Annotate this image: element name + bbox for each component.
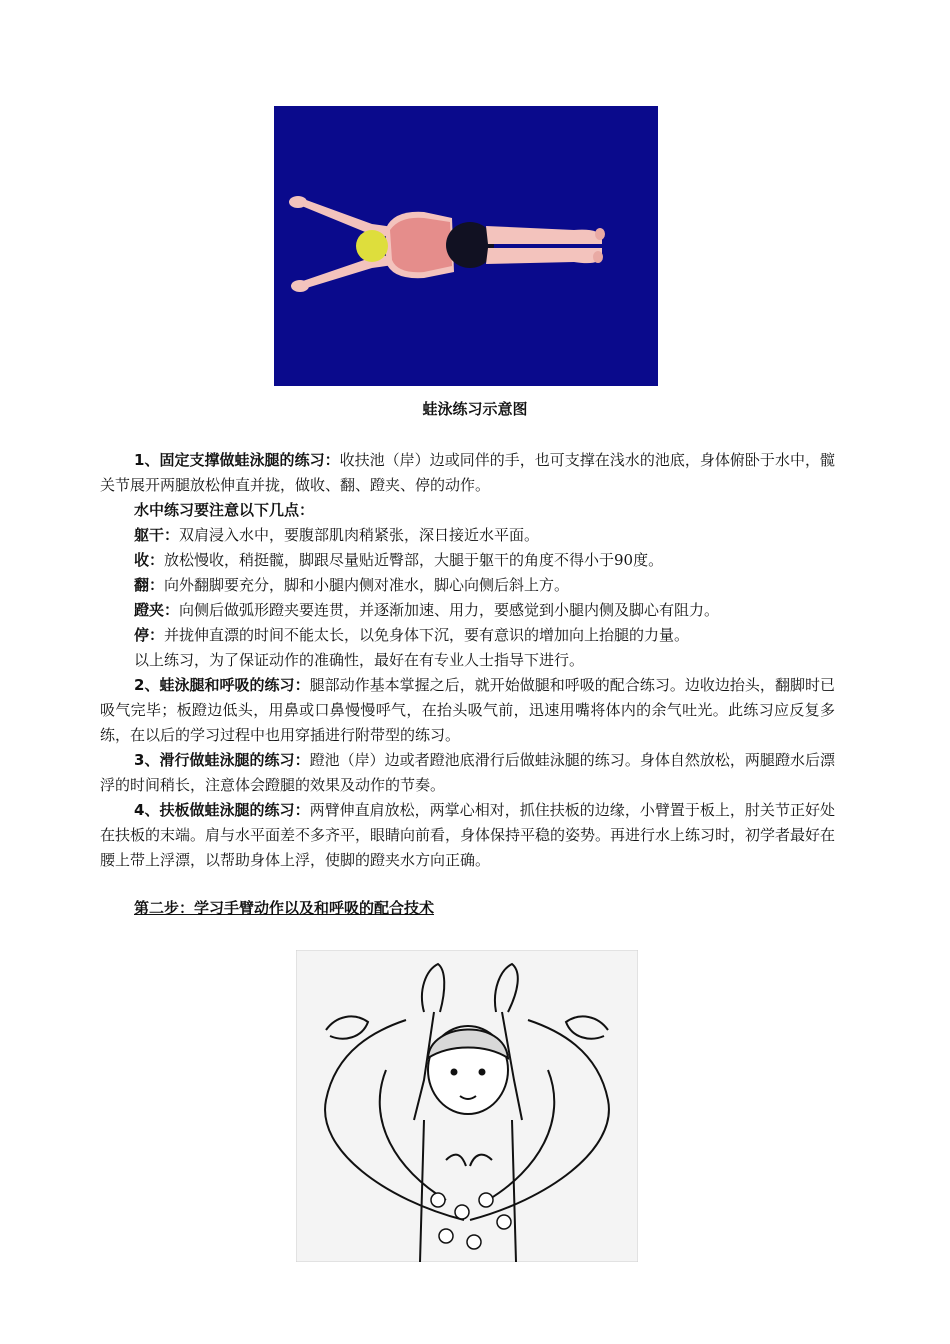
- exercise-3: 3、滑行做蛙泳腿的练习：蹬池（岸）边或者蹬池底滑行后做蛙泳腿的练习。身体自然放松，两腿蹬水后漂浮的时间稍长，注意体会蹬腿的效果及动作的节奏。: [100, 751, 835, 794]
- body-text: [100, 448, 835, 873]
- hand-top: [289, 196, 307, 208]
- note-item: 躯干：双肩浸入水中，要腹部肌肉稍紧张，深日接近水平面。: [134, 526, 540, 544]
- swim-cap: [356, 230, 388, 262]
- hand-bottom: [291, 280, 309, 292]
- breaststroke-diagram: [274, 106, 658, 386]
- section-heading: 第二步：学习手臂动作以及和呼吸的配合技术: [134, 899, 435, 917]
- figure-caption: 蛙泳练习示意图: [422, 400, 528, 418]
- arm-stroke-illustration: [296, 950, 638, 1262]
- lower-leg: [486, 248, 602, 264]
- note-item: 停：并拢伸直漂的时间不能太长，以免身体下沉，要有意识的增加向上抬腿的力量。: [134, 626, 690, 644]
- exercise-1: 1、固定支撑做蛙泳腿的练习：收扶池（岸）边或同伴的手，也可支撑在浅水的池底，身体俯卧于水中，髋关节展开两腿放松伸直并拢，做收、翻、蹬夹、停的动作。: [100, 451, 835, 494]
- note-item: 收：放松慢收，稍挺髋，脚跟尽量贴近臀部，大腿于躯干的角度不得小于90度。: [134, 551, 664, 569]
- foot-top: [595, 228, 605, 240]
- note-item: 蹬夹：向侧后做弧形蹬夹要连贯，并逐渐加速、用力，要感觉到小腿内侧及脚心有阻力。: [134, 601, 720, 619]
- exercise-2: 2、蛙泳腿和呼吸的练习：腿部动作基本掌握之后，就开始做腿和呼吸的配合练习。边收边抬头，翻脚时已吸气完毕；板蹬边低头，用鼻或口鼻慢慢呼气，在抬头吸气前，迅速用嘴将体内的余气吐光。此练习应反复多练，在以后的学习过程中也用穿插进行附带型的练习。: [100, 676, 835, 744]
- exercise-title: 1、固定支撑做蛙泳腿的练习：: [134, 451, 340, 469]
- swimsuit: [390, 218, 452, 273]
- foot-bottom: [593, 251, 603, 263]
- eye-right: [480, 1070, 485, 1075]
- exercise-4: 4、扶板做蛙泳腿的练习：两臂伸直肩放松，两掌心相对，抓住扶板的边缘，小臂置于板上，肘关节正好处在扶板的末端。肩与水平面差不多齐平，眼睛向前看，身体保持平稳的姿势。再进行水上练习时，初学者最好在腰上带上浮漂，以帮助身体上浮，使脚的蹬夹水方向正确。: [100, 801, 836, 869]
- notes-heading: 水中练习要注意以下几点：: [134, 501, 315, 519]
- note-item: 翻：向外翻脚要充分，脚和小腿内侧对准水，脚心向侧后斜上方。: [134, 576, 570, 594]
- notes-summary: 以上练习，为了保证动作的准确性，最好在有专业人士指导下进行。: [134, 651, 585, 669]
- eye-left: [452, 1070, 457, 1075]
